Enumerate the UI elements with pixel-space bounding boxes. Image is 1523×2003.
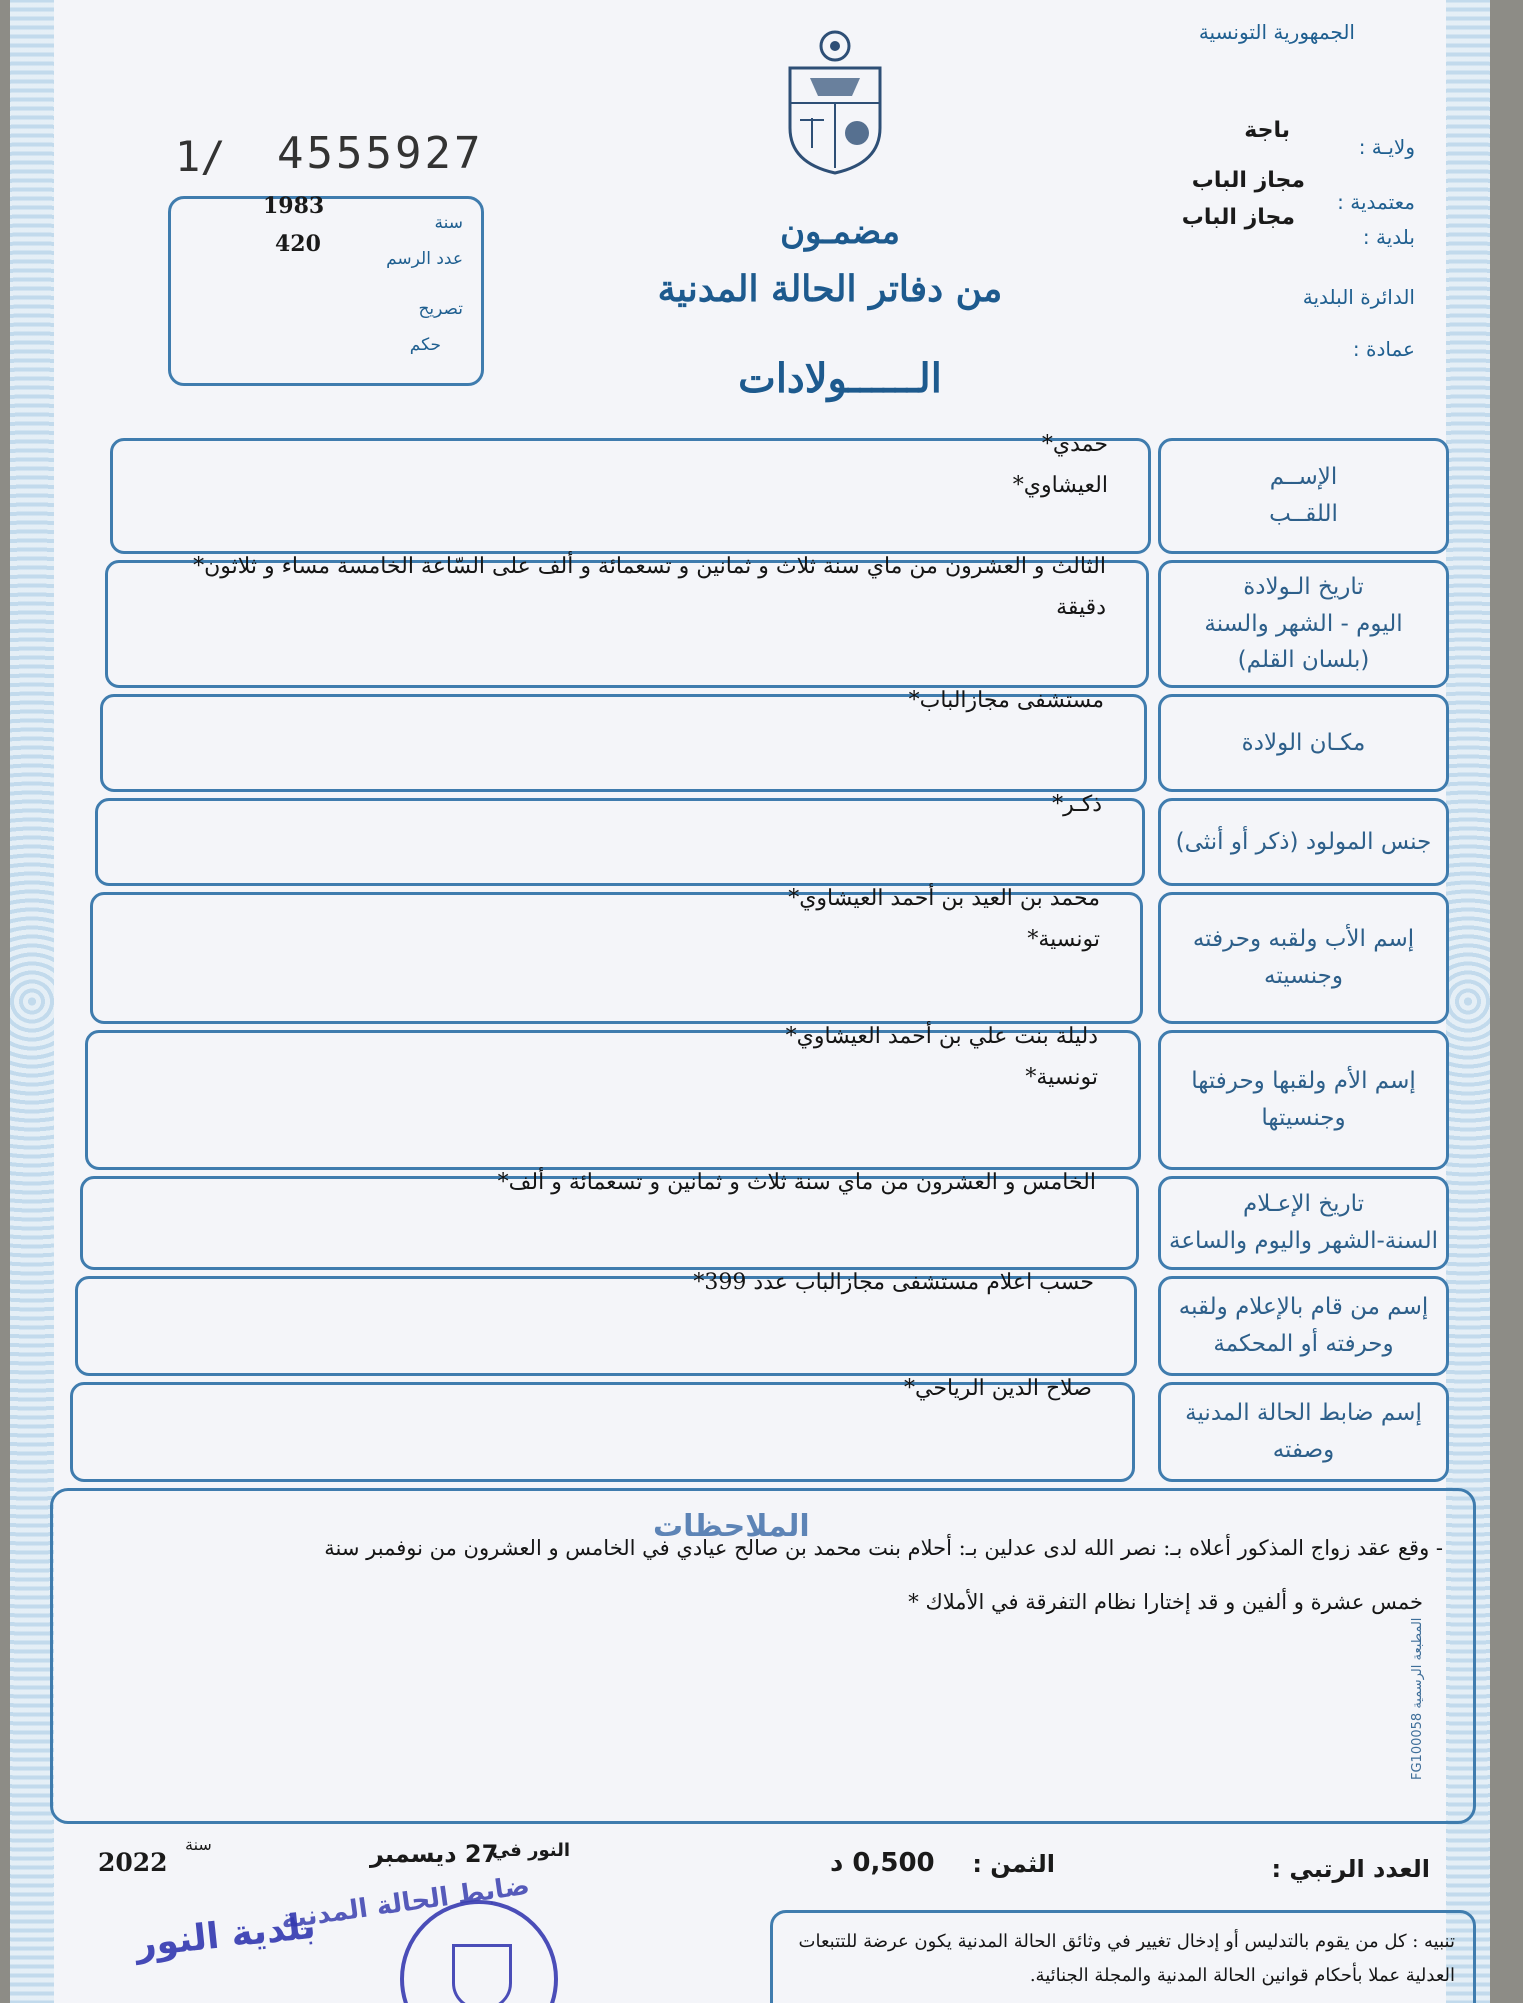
box-number-value: 420 [275, 231, 321, 257]
printer-side-mark: المطبعة الرسمية FG100058 [1410, 1617, 1425, 1780]
row-value-group [106, 547, 1106, 628]
republic-label: الجمهورية التونسية [1198, 20, 1355, 44]
remarks-line1: - وقع عقد زواج المذكور أعلاه بـ: نصر الله لدى عدلين بـ: أحلام بنت محمد بن صالح عيادي في الخامس و العشرون من نوفمبر سنة [324, 1536, 1443, 1560]
serial-number: 4555927 [277, 128, 484, 179]
wilaya-value: باجة [1244, 118, 1290, 143]
footer-date-value: 27 ديسمبر [370, 1840, 499, 1868]
row-label-line: تاريخ الـولادة [1243, 573, 1364, 600]
row-label-box [1158, 892, 1449, 1024]
row-label-box [1158, 1030, 1449, 1170]
moatamadia-value: مجاز الباب [1191, 168, 1305, 193]
notice-text: تنبيه : كل من يقوم بالتدليس أو إدخال تغيير في وثائق الحالة المدنية يكون عرضة للتتبعات العدلية عملا بأحكام قوانين الحالة المدنية والمجلة الجنائية. [798, 1931, 1455, 1987]
row-label-box [1158, 1276, 1449, 1376]
box-year-label: سنة [434, 213, 463, 233]
row-label-line: جنس المولود (ذكر أو أنثى) [1175, 828, 1432, 855]
row-value-box [80, 1170, 1139, 1270]
daira-label: الدائرة البلدية [1302, 285, 1415, 309]
row-label-box [1158, 1176, 1449, 1270]
row-value-box [105, 554, 1149, 688]
row-value-group [94, 1263, 1094, 1304]
document-paper [10, 0, 1490, 2003]
row-label-line: وجنسيته [1264, 963, 1343, 989]
footer-year-label: سنة [185, 1835, 212, 1854]
row-label-line: وجنسيتها [1261, 1105, 1346, 1131]
row-value-line: الخامس و العشرون من ماي سنة ثلاث و ثمانين و تسعمائة و ألف* [497, 1170, 1096, 1195]
row-value-box [90, 886, 1143, 1024]
row-value-line: حمدي* [1041, 432, 1108, 457]
municipality-stamp: بلدية النور [133, 1905, 318, 1966]
row-label-line: وحرفته أو المحكمة [1213, 1331, 1394, 1357]
serial-prefix: 1/ [175, 132, 226, 181]
row-value-box [75, 1270, 1137, 1376]
row-value-line: العيشاوي* [1012, 472, 1108, 498]
omada-label: عمادة : [1352, 337, 1415, 361]
row-value-group [98, 1017, 1098, 1098]
row-value-line: تونسية* [1027, 926, 1100, 952]
registry-box [168, 193, 484, 386]
left-guilloche-border [10, 0, 54, 2003]
title-line1: مضمـون [780, 212, 900, 252]
row-value-line: صلاح الدين الرياحي* [904, 1376, 1092, 1401]
row-label-line: تاريخ الإعـلام [1242, 1191, 1364, 1218]
box-year-value: 1983 [263, 193, 325, 219]
row-value-line: ذكـر* [1052, 792, 1102, 817]
baladia-value: مجاز الباب [1181, 205, 1295, 230]
wilaya-label: ولايـة : [1358, 135, 1415, 159]
row-value-group [102, 785, 1102, 826]
row-label-line: اللقــب [1269, 501, 1338, 527]
row-value-group [92, 1369, 1092, 1410]
row-label-line: إسم الأب ولقبه وحرفته [1192, 926, 1415, 953]
row-value-line: حسب اعلام مستشفى مجازالباب عدد 399* [693, 1270, 1094, 1295]
footer-place-label: النور في [491, 1840, 570, 1861]
row-label-line: إسم ضابط الحالة المدنية [1185, 1400, 1422, 1427]
row-label-line: اليوم - الشهر والسنة [1204, 610, 1403, 637]
row-value-group [104, 681, 1104, 722]
row-label-line: إسم الأم ولقبها وحرفتها [1191, 1068, 1416, 1095]
footer-price-value: 0,500 د [830, 1848, 935, 1878]
row-value-box [110, 432, 1151, 554]
row-label-box [1158, 1382, 1449, 1482]
stamp-officer-text: ضابط الحالة المدنية [279, 1870, 532, 1936]
row-value-box [100, 688, 1147, 792]
row-label-line: مكـان الولادة [1241, 729, 1366, 756]
row-label-line: إسم من قام بالإعلام ولقبه [1178, 1294, 1429, 1321]
row-value-line: تونسية* [1025, 1064, 1098, 1090]
stamp-emblem-icon [452, 1944, 512, 2003]
row-value-line: الثالث و العشرون من ماي سنة ثلاث و ثمانين و تسعمائة و ألف على السّاعة الخامسة مساء و ثلاثون* [193, 554, 1106, 579]
row-label-box [1158, 438, 1449, 554]
box-judgment-label: حكم [409, 335, 441, 355]
tunisia-coat-of-arms-icon [780, 28, 890, 178]
row-value-box [85, 1024, 1141, 1170]
baladia-label: بلدية : [1362, 225, 1415, 249]
title-line2: من دفاتر الحالة المدنية [657, 268, 1003, 310]
row-value-box [70, 1376, 1135, 1482]
row-value-group [100, 879, 1100, 960]
moatamadia-label: معتمدية : [1337, 190, 1415, 214]
section-title: الــــــولادات [738, 355, 942, 402]
remarks-title: الملاحظات [653, 1509, 810, 1544]
row-value-line: دليلة بنت علي بن أحمد العيشاوي* [785, 1024, 1098, 1049]
row-label-line: السنة-الشهر واليوم والساعة [1169, 1228, 1438, 1254]
row-value-group [108, 425, 1108, 506]
row-label-line: الإســم [1269, 464, 1338, 491]
row-value-group [96, 1163, 1096, 1204]
footer-year-value: 2022 [98, 1848, 168, 1877]
row-label-box [1158, 798, 1449, 886]
box-number-label: عدد الرسم [386, 249, 463, 269]
row-value-line: مستشفى مجازالباب* [908, 688, 1104, 713]
footer-serial-label: العدد الرتبي : [1271, 1855, 1430, 1883]
remarks-box [50, 1488, 1476, 1824]
row-value-box [95, 792, 1145, 886]
footer-price-label: الثمن : [972, 1850, 1055, 1878]
row-label-line: (بلسان القلم) [1237, 647, 1370, 674]
notice-box [770, 1910, 1476, 2003]
row-label-line: وصفته [1272, 1437, 1335, 1463]
row-value-line: محمد بن العيد بن أحمد العيشاوي* [788, 886, 1100, 911]
row-label-box [1158, 694, 1449, 792]
remarks-line2: خمس عشرة و ألفين و قد إختارا نظام التفرقة في الأملاك * [908, 1590, 1423, 1614]
row-label-box [1158, 560, 1449, 688]
row-value-line: دقيقة [1056, 594, 1106, 620]
box-declaration-label: تصريح [418, 299, 463, 319]
